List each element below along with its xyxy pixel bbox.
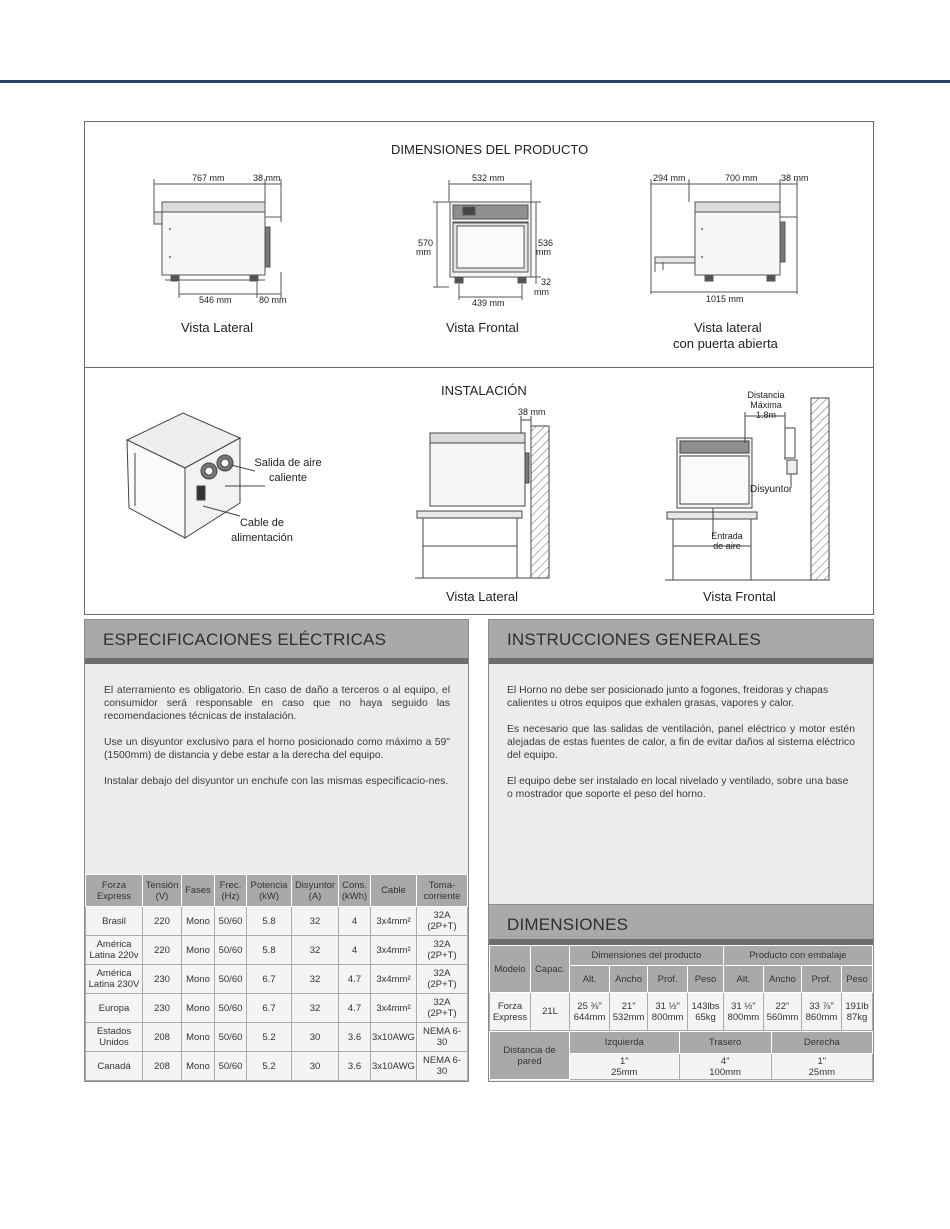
front-feet-unit: mm bbox=[534, 287, 549, 297]
max-distance-label-1: Distancia bbox=[747, 390, 785, 400]
subheader-cell: Peso bbox=[688, 966, 724, 993]
subheader-cell: Alt. bbox=[570, 966, 610, 993]
table-cell: 50/60 bbox=[215, 936, 247, 965]
table-cell: Mono bbox=[182, 936, 215, 965]
power-cable-label-1: Cable de bbox=[239, 517, 285, 529]
table-cell: 208 bbox=[143, 1023, 182, 1052]
header-phases: Fases bbox=[182, 875, 215, 907]
dimension-value: 191lb 87kg bbox=[842, 993, 873, 1031]
left-value bbox=[570, 1054, 680, 1080]
model-value: Forza Express bbox=[490, 993, 531, 1031]
section-title: INSTALACIÓN bbox=[441, 383, 527, 398]
subheader-cell: Peso bbox=[842, 966, 873, 993]
air-inlet-label-1: Entrada bbox=[711, 531, 743, 541]
table-cell: 3.6 bbox=[339, 1023, 371, 1052]
general-instructions-title: INSTRUCCIONES GENERALES bbox=[507, 630, 761, 649]
electrical-specs-table bbox=[85, 874, 468, 1081]
table-cell: Canadá bbox=[86, 1052, 143, 1081]
table-cell: 220 bbox=[143, 907, 182, 936]
electrical-specs-header bbox=[85, 620, 468, 658]
table-cell: 230 bbox=[143, 994, 182, 1023]
table-cell: América Latina 220v bbox=[86, 936, 143, 965]
table-cell: 4.7 bbox=[339, 965, 371, 994]
header-capacity: Capac. bbox=[531, 946, 570, 993]
table-cell: 208 bbox=[143, 1052, 182, 1081]
power-cable-label-2: alimentación bbox=[231, 532, 293, 544]
max-distance-label-3: 1.8m bbox=[755, 410, 776, 420]
side-view-caption: Vista Lateral bbox=[181, 320, 254, 335]
table-cell: 3x4mm² bbox=[371, 936, 417, 965]
table-cell: 4 bbox=[339, 907, 371, 936]
table-cell: 6.7 bbox=[247, 965, 292, 994]
front-height-total-unit: mm bbox=[416, 247, 431, 257]
rear-value-in: 4" bbox=[720, 1055, 730, 1067]
subheader-cell: Alt. bbox=[723, 966, 763, 993]
header-bar bbox=[489, 658, 873, 664]
subheader-cell: Prof. bbox=[648, 966, 688, 993]
header-power: Potencia (kW) bbox=[247, 875, 292, 907]
right-value-in: 1" bbox=[817, 1055, 827, 1067]
table-cell: 32 bbox=[292, 936, 339, 965]
table-cell: 3x10AWG bbox=[371, 1052, 417, 1081]
dimensions-table bbox=[489, 945, 873, 1031]
general-instructions-text bbox=[507, 684, 855, 814]
table-row bbox=[86, 1052, 468, 1081]
front-height-body: 536 bbox=[538, 238, 554, 248]
open-rear-width: 38 mm bbox=[781, 173, 809, 183]
open-total-width: 1015 mm bbox=[706, 294, 744, 304]
capacity-value: 21L bbox=[531, 993, 570, 1031]
dimension-value: 31 ½" 800mm bbox=[648, 993, 688, 1031]
front-feet: 32 bbox=[541, 277, 552, 287]
table-cell: 32 bbox=[292, 965, 339, 994]
table-cell: 32A (2P+T) bbox=[416, 994, 467, 1023]
table-cell: 220 bbox=[143, 936, 182, 965]
table-cell: Mono bbox=[182, 907, 215, 936]
table-cell: 32 bbox=[292, 994, 339, 1023]
table-row bbox=[86, 965, 468, 994]
dimensions-title: DIMENSIONES bbox=[507, 915, 629, 934]
header-packaged-dims: Producto con embalaje bbox=[723, 946, 872, 966]
install-side-caption: Vista Lateral bbox=[446, 589, 519, 604]
front-view-caption: Vista Frontal bbox=[446, 320, 519, 335]
header-rule bbox=[0, 80, 950, 83]
general-paragraph-2: Es necesario que las salidas de ventilación, panel eléctrico y motor estén alejadas de estas fuentes de calor, a fin de evitar daños al sistema eléctrico del equipo. bbox=[507, 724, 855, 761]
air-inlet-label bbox=[705, 531, 749, 551]
air-outlet-label-2: caliente bbox=[269, 472, 307, 484]
table-cell: 5.8 bbox=[247, 907, 292, 936]
open-view-caption-1: Vista lateral bbox=[694, 320, 762, 335]
front-height-total: 570 bbox=[418, 238, 434, 248]
dimension-value: 143lbs 65kg bbox=[688, 993, 724, 1031]
right-value bbox=[771, 1054, 872, 1080]
header-breaker: Disyuntor (A) bbox=[292, 875, 339, 907]
general-paragraph-3: El equipo debe ser instalado en local nivelado y ventilado, sobre una base o mostrador que soporte el peso del horno. bbox=[507, 776, 849, 800]
table-cell: América Latina 230V bbox=[86, 965, 143, 994]
table-row bbox=[86, 936, 468, 965]
general-instructions-header bbox=[489, 620, 873, 658]
table-row bbox=[86, 907, 468, 936]
table-cell: NEMA 6-30 bbox=[416, 1023, 467, 1052]
header-left: Izquierda bbox=[570, 1032, 680, 1054]
right-value-mm: 25mm bbox=[808, 1066, 836, 1078]
table-cell: NEMA 6-30 bbox=[416, 1052, 467, 1081]
rear-value bbox=[679, 1054, 771, 1080]
table-row bbox=[86, 994, 468, 1023]
subheader-cell: Ancho bbox=[610, 966, 648, 993]
header-product-dims: Dimensiones del producto bbox=[570, 946, 724, 966]
table-cell: 3.6 bbox=[339, 1052, 371, 1081]
header-model: Forza Express bbox=[86, 875, 143, 907]
electrical-specs-text bbox=[104, 684, 450, 801]
open-door-width: 294 mm bbox=[653, 173, 686, 183]
max-distance-label-2: Máxima bbox=[750, 400, 782, 410]
table-cell: 5.8 bbox=[247, 936, 292, 965]
table-cell: 4 bbox=[339, 936, 371, 965]
header-rear: Trasero bbox=[679, 1032, 771, 1054]
table-cell: 32A (2P+T) bbox=[416, 936, 467, 965]
open-view-caption-2: con puerta abierta bbox=[673, 336, 778, 351]
wall-distance-table bbox=[489, 1031, 873, 1080]
max-distance-label bbox=[739, 390, 793, 420]
table-cell: 3x4mm² bbox=[371, 907, 417, 936]
side-width-back: 80 mm bbox=[259, 295, 287, 305]
header-cable: Cable bbox=[371, 875, 417, 907]
subheader-cell: Ancho bbox=[763, 966, 801, 993]
product-dimensions-section bbox=[84, 121, 874, 369]
table-cell: 50/60 bbox=[215, 965, 247, 994]
table-cell: 230 bbox=[143, 965, 182, 994]
header-right: Derecha bbox=[771, 1032, 872, 1054]
dimension-value: 25 ⅜" 644mm bbox=[570, 993, 610, 1031]
rear-value-mm: 100mm bbox=[709, 1066, 741, 1078]
dimension-value: 31 ½" 800mm bbox=[723, 993, 763, 1031]
general-paragraph-1: El Horno no debe ser posicionado junto a fogones, freidoras y chapas calientes u otros equipos que exhalen grasas, vapores y calor. bbox=[507, 685, 829, 709]
header-outlet: Toma-corriente bbox=[416, 875, 467, 907]
subheader-cell: Prof. bbox=[801, 966, 841, 993]
table-cell: 50/60 bbox=[215, 1052, 247, 1081]
dimension-value: 21" 532mm bbox=[610, 993, 648, 1031]
table-row bbox=[86, 1023, 468, 1052]
dimension-value: 33 ⅞" 860mm bbox=[801, 993, 841, 1031]
dimension-value: 22" 560mm bbox=[763, 993, 801, 1031]
table-cell: 30 bbox=[292, 1023, 339, 1052]
header-wall-distance: Distancia de pared bbox=[490, 1032, 570, 1080]
dimensions-header bbox=[489, 905, 873, 939]
table-cell: 6.7 bbox=[247, 994, 292, 1023]
table-cell: 32A (2P+T) bbox=[416, 907, 467, 936]
electrical-specs-title: ESPECIFICACIONES ELÉCTRICAS bbox=[103, 630, 387, 649]
table-cell: 5.2 bbox=[247, 1052, 292, 1081]
front-base: 439 mm bbox=[472, 298, 505, 308]
electrical-paragraph-1: El aterramiento es obligatorio. En caso de daño a terceros o al equipo, el consumidor será responsable en caso que no haya seguido las recomendaciones técnicas de instalación. bbox=[104, 685, 450, 722]
table-cell: Estados Unidos bbox=[86, 1023, 143, 1052]
header-bar bbox=[85, 658, 468, 664]
open-body-width: 700 mm bbox=[725, 173, 758, 183]
table-cell: Mono bbox=[182, 994, 215, 1023]
dimensions-panel bbox=[488, 904, 874, 1082]
electrical-paragraph-3: Instalar debajo del disyuntor un enchufe con las mismas especificacio-nes. bbox=[104, 776, 449, 787]
table-cell: Europa bbox=[86, 994, 143, 1023]
install-front-caption: Vista Frontal bbox=[703, 589, 776, 604]
table-cell: 50/60 bbox=[215, 907, 247, 936]
side-width-rear: 38 mm bbox=[253, 173, 281, 183]
general-instructions-panel bbox=[488, 619, 874, 910]
table-cell: 50/60 bbox=[215, 1023, 247, 1052]
electrical-specs-panel bbox=[84, 619, 469, 1082]
side-width-base: 546 mm bbox=[199, 295, 232, 305]
install-gap: 38 mm bbox=[518, 407, 546, 417]
table-cell: 3x4mm² bbox=[371, 994, 417, 1023]
header-consumption: Cons. (kWh) bbox=[339, 875, 371, 907]
front-width: 532 mm bbox=[472, 173, 505, 183]
left-value-in: 1" bbox=[619, 1055, 629, 1067]
header-frequency: Frec. (Hz) bbox=[215, 875, 247, 907]
front-height-body-unit: mm bbox=[536, 247, 551, 257]
breaker-label: Disyuntor bbox=[750, 484, 793, 495]
table-cell: Mono bbox=[182, 965, 215, 994]
table-cell: 32A (2P+T) bbox=[416, 965, 467, 994]
air-outlet-label-1: Salida de aire bbox=[254, 457, 322, 469]
header-voltage: Tensión (V) bbox=[143, 875, 182, 907]
table-cell: 50/60 bbox=[215, 994, 247, 1023]
installation-section bbox=[84, 367, 874, 615]
air-inlet-label-2: de aire bbox=[713, 541, 741, 551]
table-cell: Brasil bbox=[86, 907, 143, 936]
table-cell: 4.7 bbox=[339, 994, 371, 1023]
table-cell: 5.2 bbox=[247, 1023, 292, 1052]
section-title: DIMENSIONES DEL PRODUCTO bbox=[391, 142, 589, 157]
table-cell: Mono bbox=[182, 1052, 215, 1081]
header-model: Modelo bbox=[490, 946, 531, 993]
table-cell: 3x10AWG bbox=[371, 1023, 417, 1052]
side-width-total: 767 mm bbox=[192, 173, 225, 183]
table-cell: 30 bbox=[292, 1052, 339, 1081]
table-cell: 3x4mm² bbox=[371, 965, 417, 994]
table-cell: 32 bbox=[292, 907, 339, 936]
table-cell: Mono bbox=[182, 1023, 215, 1052]
electrical-paragraph-2: Use un disyuntor exclusivo para el horno posicionado como máximo a 59" (1500mm) de distancia y debe estar a la derecha del equipo. bbox=[104, 737, 450, 761]
left-value-mm: 25mm bbox=[611, 1066, 638, 1078]
